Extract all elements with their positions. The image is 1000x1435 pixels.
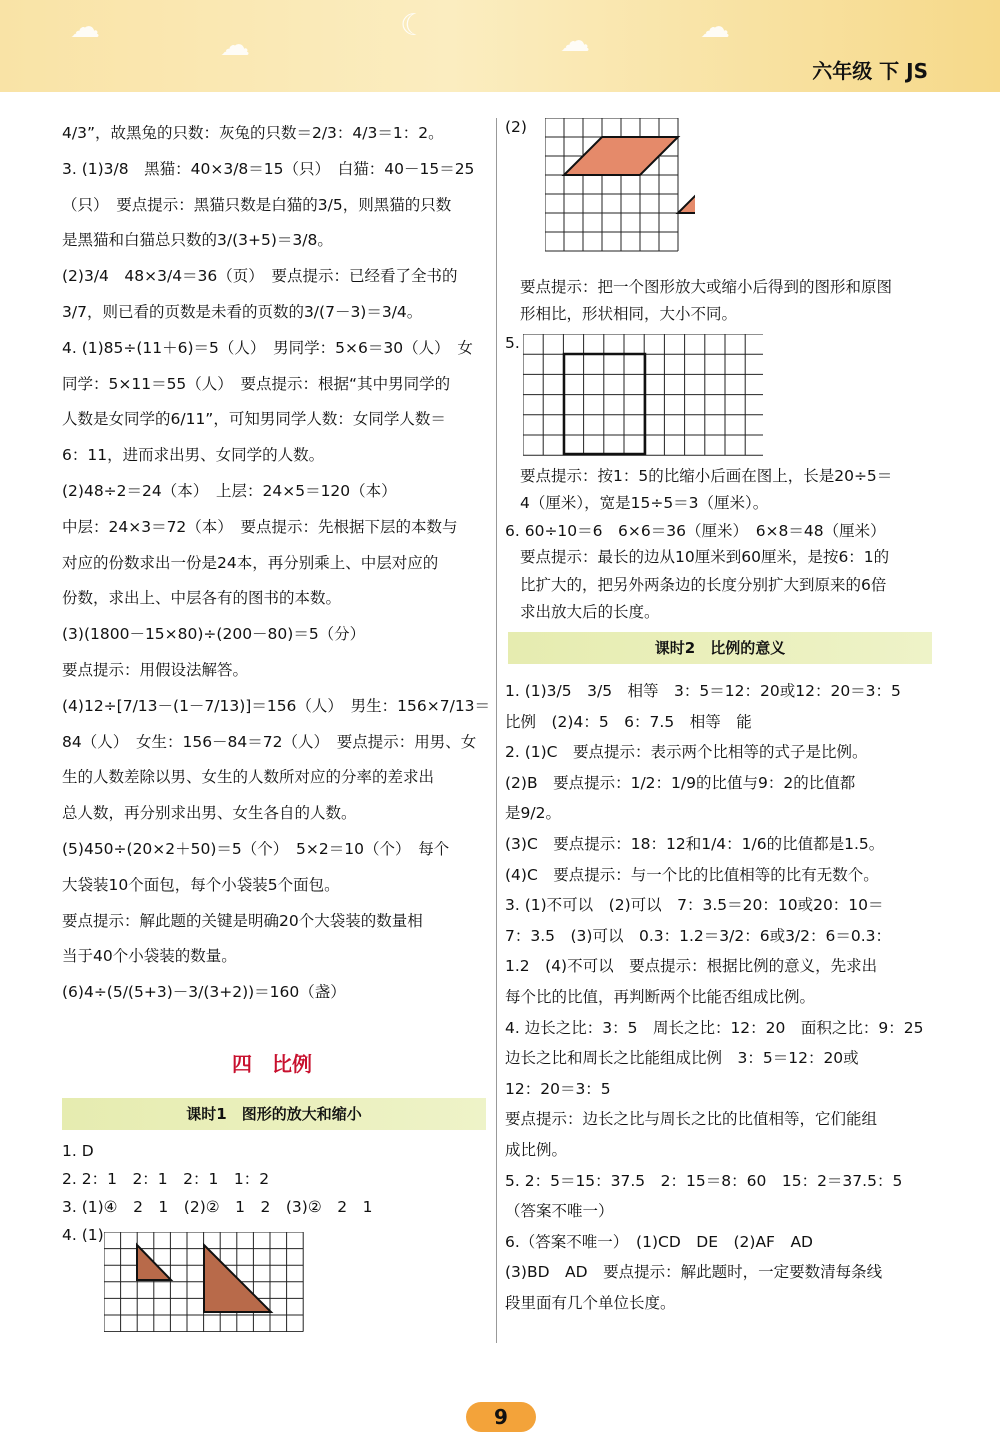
text-line: 对应的份数求出一份是24本，再分别乘上、中层对应的 [62, 553, 439, 572]
text-line: 人数是女同学的6/11”，可知男同学人数：女同学人数＝ [62, 410, 446, 429]
text-line: 3. (1)④ 2 1 (2)② 1 2 (3)② 2 1 [62, 1198, 373, 1216]
text-line: 5. 2：5＝15：37.5 2：15＝8：60 15：2＝37.5：5 [505, 1171, 903, 1190]
text-line: 要点提示：按1：5的比缩小后画在图上，长是20÷5＝ [520, 467, 893, 485]
text-line: 要点提示：解此题的关键是明确20个大袋装的数量相 [62, 911, 423, 930]
text-line: 成比例。 [505, 1141, 568, 1159]
text-line: 1. D [62, 1142, 94, 1160]
text-line: （答案不唯一） [505, 1202, 614, 1221]
cloud-icon: ☁ [700, 10, 730, 45]
text-line: 4（厘米），宽是15÷5＝3（厘米）。 [520, 494, 769, 512]
text-line: 是9/2。 [505, 804, 561, 823]
text-line: 段里面有几个单位长度。 [505, 1294, 676, 1312]
text-line: 同学：5×11＝55（人） 要点提示：根据“其中男同学的 [62, 374, 451, 393]
grid-figure-4-2 [545, 118, 695, 253]
column-divider [496, 118, 497, 1343]
text-line: (3)C 要点提示：18：12和1/4：1/6的比值都是1.5。 [505, 835, 885, 853]
text-line: 要点提示：用假设法解答。 [62, 661, 249, 679]
page-header [0, 0, 1000, 92]
text-line: (2)B 要点提示：1/2：1/9的比值与9：2的比值都 [505, 773, 856, 792]
cloud-icon: ☁ [70, 10, 100, 45]
text-line: (4)C 要点提示：与一个比的比值相等的比有无数个。 [505, 865, 879, 884]
text-line: 1.2 (4)不可以 要点提示：根据比例的意义，先求出 [505, 957, 878, 976]
text-line: (4)12÷[7/13－(1－7/13)]＝156（人） 男生：156×7/13＝ [62, 696, 491, 715]
text-line: 6：11，进而求出男、女同学的人数。 [62, 446, 325, 465]
text-line: 3/7，则已看的页数是未看的页数的3/(7－3)＝3/4。 [62, 303, 423, 321]
text-line: 3. (1)3/8 黑猫：40×3/8＝15（只） 白猫：40－15＝25 [62, 159, 475, 178]
text-line: 大袋装10个面包，每个小袋装5个面包。 [62, 875, 340, 894]
text-line: 中层：24×3＝72（本） 要点提示：先根据下层的本数与 [62, 517, 458, 536]
text-line: 是黑猫和白猫总只数的3/(3+5)＝3/8。 [62, 231, 333, 250]
text-line: 比扩大的，把另外两条边的长度分别扩大到原来的6倍 [520, 576, 887, 594]
text-line: 84（人） 女生：156－84＝72（人） 要点提示：用男、女 [62, 732, 477, 751]
text-line: (2) [505, 118, 527, 136]
page-number: 9 [466, 1402, 536, 1432]
text-line: （只） 要点提示：黑猫只数是白猫的3/5，则黑猫的只数 [62, 195, 452, 214]
text-line: 要点提示：最长的边从10厘米到60厘米，是按6：1的 [520, 548, 890, 566]
text-line: 总人数，再分别求出男、女生各自的人数。 [62, 804, 357, 823]
text-line: 4. (1) [62, 1226, 104, 1244]
text-line: 12：20＝3：5 [505, 1079, 611, 1098]
text-line: 生的人数差除以男、女生的人数所对应的分率的差求出 [62, 768, 435, 787]
text-line: (2)48÷2＝24（本） 上层：24×5＝120（本） [62, 482, 397, 500]
lesson-banner: 课时2 比例的意义 [508, 632, 932, 664]
text-line: 4. 边长之比：3：5 周长之比：12：20 面积之比：9：25 [505, 1018, 924, 1037]
cloud-icon: ☁ [560, 24, 590, 59]
moon-icon: ☾ [400, 8, 427, 43]
grade-label: 六年级 下 JS [812, 59, 928, 83]
text-line: 份数，求出上、中层各有的图书的本数。 [62, 589, 342, 608]
text-line: (5)450÷(20×2＋50)＝5（个） 5×2＝10（个） 每个 [62, 840, 450, 858]
text-line: 要点提示：把一个图形放大或缩小后得到的图形和原图 [520, 278, 893, 296]
text-line: 2. (1)C 要点提示：表示两个比相等的式子是比例。 [505, 743, 868, 762]
text-line: 求出放大后的长度。 [520, 603, 660, 621]
grid-figure-5 [523, 334, 763, 462]
text-line: 6.（答案不唯一） (1)CD DE (2)AF AD [505, 1232, 813, 1251]
text-line: 比例 (2)4：5 6：7.5 相等 能 [505, 712, 752, 731]
text-line: 1. (1)3/5 3/5 相等 3：5＝12：20或12：20＝3：5 [505, 682, 901, 700]
text-line: 3. (1)不可以 (2)可以 7：3.5＝20：10或20：10＝ [505, 896, 884, 915]
text-line: (2)3/4 48×3/4＝36（页） 要点提示：已经看了全书的 [62, 267, 458, 286]
text-line: 7：3.5 (3)可以 0.3：1.2＝3/2：6或3/2：6＝0.3： [505, 926, 892, 945]
text-line: 2. 2：1 2：1 2：1 1：2 [62, 1170, 270, 1188]
text-line: 4. (1)85÷(11＋6)＝5（人） 男同学：5×6＝30（人） 女 [62, 338, 473, 357]
section-title: 四 比例 [232, 1052, 312, 1076]
text-line: (3)(1800－15×80)÷(200－80)＝5（分） [62, 625, 366, 644]
text-line: 边长之比和周长之比能组成比例 3：5＝12：20或 [505, 1049, 859, 1068]
text-line: 4/3”，故黑兔的只数：灰兔的只数＝2/3：4/3＝1：2。 [62, 124, 444, 142]
cloud-icon: ☁ [220, 28, 250, 63]
lesson-banner: 课时1 图形的放大和缩小 [62, 1098, 486, 1130]
text-line: (6)4÷(5/(5+3)－3/(3+2))＝160（盏） [62, 983, 346, 1002]
text-line: 形相比，形状相同，大小不同。 [520, 305, 738, 323]
text-line: (3)BD AD 要点提示：解此题时，一定要数清每条线 [505, 1263, 883, 1282]
text-line: 6. 60÷10＝6 6×6＝36（厘米） 6×8＝48（厘米） [505, 522, 886, 540]
text-line: 5. [505, 334, 520, 352]
text-line: 要点提示：边长之比与周长之比的比值相等，它们能组 [505, 1110, 878, 1129]
text-line: 当于40个小袋装的数量。 [62, 947, 237, 966]
text-line: 每个比的比值，再判断两个比能否组成比例。 [505, 988, 816, 1006]
grid-figure-4-1 [104, 1232, 304, 1332]
